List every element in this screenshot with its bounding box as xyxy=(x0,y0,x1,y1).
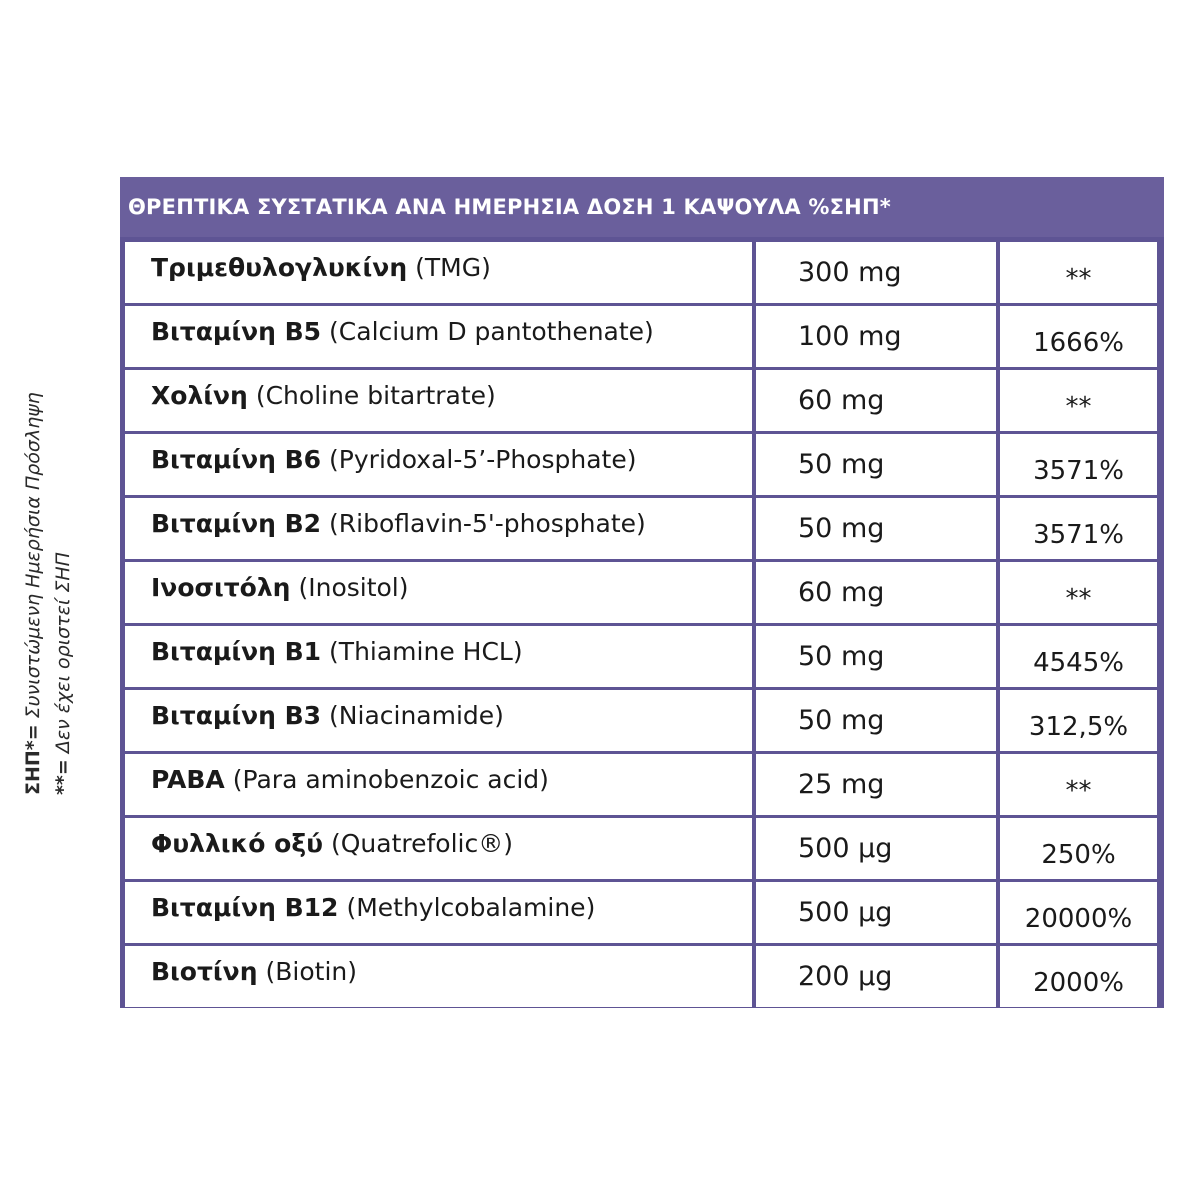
nutrient-name-cell xyxy=(125,434,752,495)
nutrient-table xyxy=(120,237,1164,1008)
nutrient-form: (Para aminobenzoic acid) xyxy=(232,765,549,794)
nutrient-percent-rda: 312,5% xyxy=(1000,690,1157,751)
nutrient-name-cell xyxy=(125,626,752,687)
nutrient-name-cell xyxy=(125,690,752,751)
nutrient-name-cell xyxy=(125,754,752,815)
nutrient-name-cell xyxy=(125,498,752,559)
nutrient-quantity: 25 mg xyxy=(756,754,996,815)
table-header-title: ΘΡΕΠΤΙΚΑ ΣΥΣΤΑΤΙΚΑ ΑΝΑ ΗΜΕΡΗΣΙΑ ΔΟΣΗ 1 ΚΑΨΟΥΛΑ %ΣΗΠ* xyxy=(128,195,891,219)
nutrient-percent-rda: ** xyxy=(1000,754,1157,815)
nutrient-percent-rda: ** xyxy=(1000,242,1157,303)
nutrient-name: PABA xyxy=(151,765,225,794)
nutrient-name: Χολίνη xyxy=(151,381,248,410)
nutrient-name: Βιταμίνη Β6 xyxy=(151,445,322,474)
nutrient-quantity: 500 μg xyxy=(756,818,996,879)
nutrient-name: Βιταμίνη Β12 xyxy=(151,893,339,922)
nutrient-percent-rda: 20000% xyxy=(1000,882,1157,943)
nutrient-grid xyxy=(125,242,1157,1007)
nutrient-form: (Niacinamide) xyxy=(329,701,504,730)
nutrient-quantity: 60 mg xyxy=(756,370,996,431)
nutrient-name-cell xyxy=(125,562,752,623)
nutrient-quantity: 50 mg xyxy=(756,498,996,559)
nutrient-form: (Calcium D pantothenate) xyxy=(329,317,654,346)
nutrient-name: Βιταμίνη Β1 xyxy=(151,637,322,666)
nutrient-form: (Pyridoxal-5’-Phosphate) xyxy=(329,445,637,474)
footnote-line-1 xyxy=(18,335,48,795)
nutrient-quantity: 200 μg xyxy=(756,946,996,1007)
footnote-text-2: Δεν έχει οριστεί ΣΗΠ xyxy=(52,552,74,760)
nutrient-percent-rda: 250% xyxy=(1000,818,1157,879)
nutrient-name: Φυλλικό οξύ xyxy=(151,829,323,858)
nutrient-name-cell xyxy=(125,818,752,879)
nutrient-name: Βιταμίνη Β5 xyxy=(151,317,322,346)
nutrient-percent-rda: 3571% xyxy=(1000,434,1157,495)
nutrient-quantity: 50 mg xyxy=(756,690,996,751)
nutrient-name-cell xyxy=(125,306,752,367)
footnote-legend xyxy=(18,335,78,795)
nutrient-form: (Biotin) xyxy=(265,957,357,986)
nutrient-form: (Riboflavin-5'-phosphate) xyxy=(329,509,646,538)
nutrient-name-cell xyxy=(125,882,752,943)
nutrient-quantity: 50 mg xyxy=(756,434,996,495)
nutrient-percent-rda: ** xyxy=(1000,562,1157,623)
nutrient-quantity: 500 μg xyxy=(756,882,996,943)
nutrient-quantity: 300 mg xyxy=(756,242,996,303)
nutrient-percent-rda: 4545% xyxy=(1000,626,1157,687)
footnote-key-1: ΣΗΠ*= xyxy=(22,724,44,795)
nutrient-name: Βιταμίνη Β3 xyxy=(151,701,322,730)
nutrient-percent-rda: 1666% xyxy=(1000,306,1157,367)
nutrient-quantity: 50 mg xyxy=(756,626,996,687)
nutrient-percent-rda: 3571% xyxy=(1000,498,1157,559)
nutrient-name-cell xyxy=(125,242,752,303)
nutrient-name-cell xyxy=(125,946,752,1007)
nutrient-name-cell xyxy=(125,370,752,431)
nutrient-name: Βιταμίνη Β2 xyxy=(151,509,322,538)
nutrient-name: Τριμεθυλογλυκίνη xyxy=(151,253,408,282)
nutrient-form: (Quatrefolic®) xyxy=(331,829,513,858)
footnote-key-2: **= xyxy=(52,759,74,795)
table-header xyxy=(120,177,1164,237)
nutrient-form: (Choline bitartrate) xyxy=(255,381,496,410)
footnote-line-2 xyxy=(48,335,78,795)
nutrient-percent-rda: 2000% xyxy=(1000,946,1157,1007)
nutrient-form: (TMG) xyxy=(415,253,491,282)
nutrient-name: Ινοσιτόλη xyxy=(151,573,291,602)
nutrient-form: (Methylcobalamine) xyxy=(346,893,596,922)
nutrient-form: (Inositol) xyxy=(298,573,409,602)
nutrient-quantity: 100 mg xyxy=(756,306,996,367)
nutrient-percent-rda: ** xyxy=(1000,370,1157,431)
footnote-text-1: Συνιστώμενη Ημερήσια Πρόσληψη xyxy=(22,392,44,725)
nutrient-form: (Thiamine HCL) xyxy=(329,637,523,666)
nutrient-quantity: 60 mg xyxy=(756,562,996,623)
nutrient-name: Βιοτίνη xyxy=(151,957,258,986)
